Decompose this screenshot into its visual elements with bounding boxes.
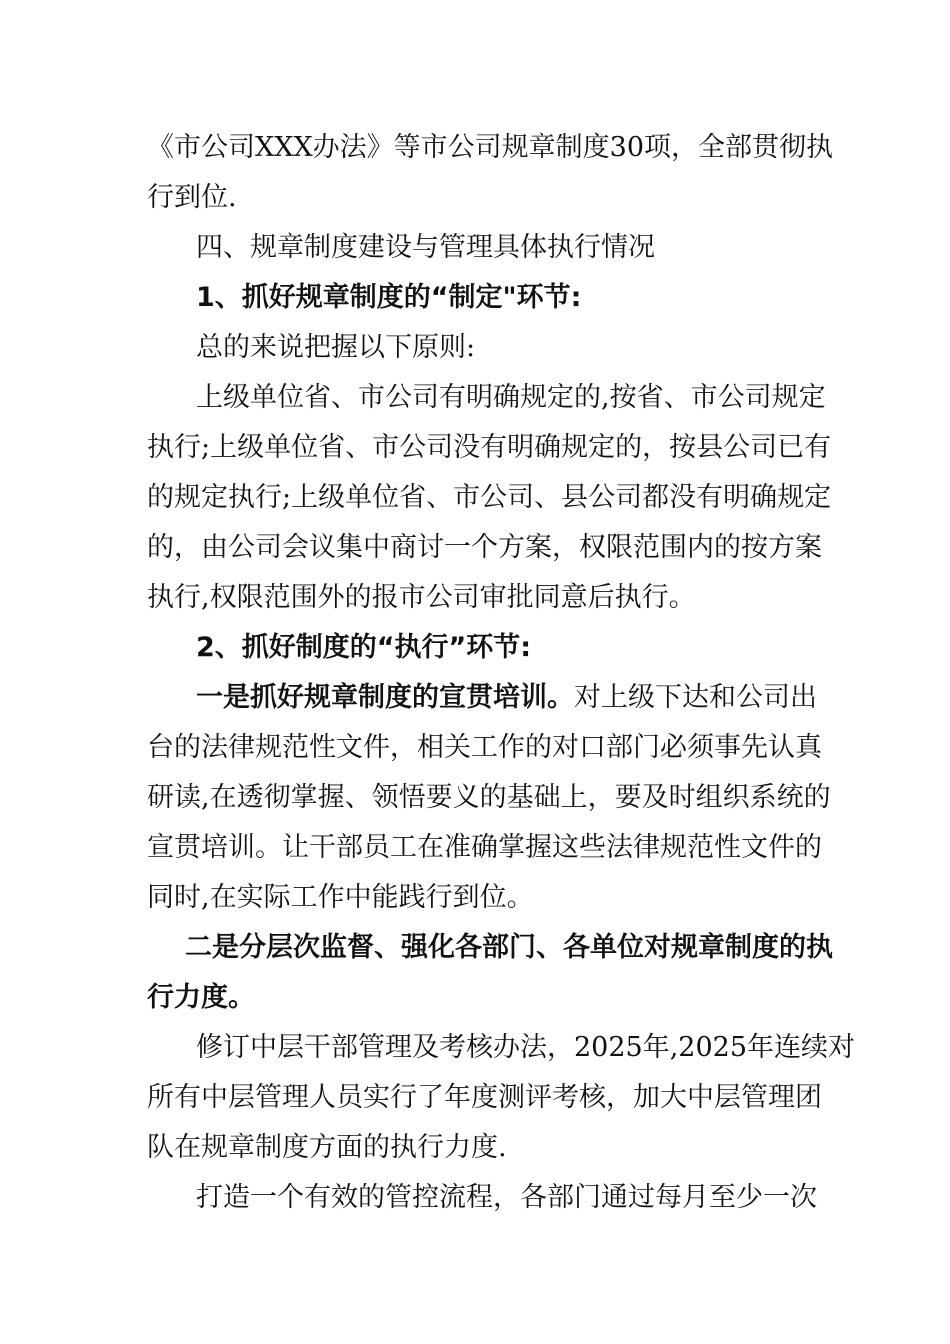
paragraph-line xyxy=(147,828,822,868)
bold-paragraph-text: 行力度。 xyxy=(147,982,255,1013)
subheading-1 xyxy=(196,278,803,318)
paragraph-line xyxy=(147,878,803,918)
paragraph-line xyxy=(147,778,831,818)
bold-paragraph-line xyxy=(147,978,803,1018)
paragraph-text: 上级单位省、市公司有明确规定的,按省、市公司规定 xyxy=(196,382,826,413)
paragraph-text: 台的法律规范性文件，相关工作的对口部门必须事先认真 xyxy=(147,732,822,763)
paragraph-lead-bold: 一是抓好规章制度的宣贯培训。 xyxy=(196,682,574,713)
paragraph-text: 宣贯培训。让干部员工在准确掌握这些法律规范性文件的 xyxy=(147,832,822,863)
subheading-2 xyxy=(196,628,803,668)
paragraph-line xyxy=(196,378,826,418)
paragraph-text: 队在规章制度方面的执行力度. xyxy=(147,1132,507,1163)
bold-paragraph-text: 二是分层次监督、强化各部门、各单位对规章制度的执 xyxy=(185,932,833,963)
paragraph-line xyxy=(147,528,822,568)
paragraph-line xyxy=(147,1128,803,1168)
subheading-1-text: 1、抓好规章制度的“制定"环节: xyxy=(196,282,582,313)
paragraph-line xyxy=(147,428,832,468)
bold-paragraph-line xyxy=(185,928,833,968)
paragraph-text: 《市公司XXX办法》等市公司规章制度30项，全部贯彻执 xyxy=(147,132,834,163)
paragraph-text: 所有中层管理人员实行了年度测评考核，加大中层管理团 xyxy=(147,1082,822,1113)
paragraph-text: 的，由公司会议集中商讨一个方案，权限范围内的按方案 xyxy=(147,532,822,563)
paragraph-line xyxy=(147,728,822,768)
paragraph-text: 执行,权限范围外的报市公司审批同意后执行。 xyxy=(147,582,696,613)
paragraph-text: 执行;上级单位省、市公司没有明确规定的，按县公司已有 xyxy=(147,432,832,463)
paragraph-text: 研读,在透彻掌握、领悟要义的基础上，要及时组织系统的 xyxy=(147,782,831,813)
paragraph-line xyxy=(147,478,832,518)
paragraph-line xyxy=(147,178,803,218)
paragraph-line xyxy=(147,1078,822,1118)
paragraph-text: 修订中层干部管理及考核办法，2025年,2025年连续对 xyxy=(196,1032,856,1063)
paragraph-text: 总的来说把握以下原则: xyxy=(196,332,476,363)
paragraph-line xyxy=(147,128,834,168)
paragraph-line xyxy=(147,578,803,618)
subheading-2-text: 2、抓好制度的“执行”环节: xyxy=(196,632,532,663)
paragraph-text: 对上级下达和公司出 xyxy=(574,682,817,713)
paragraph-text: 行到位. xyxy=(147,182,237,213)
section-heading xyxy=(196,228,803,268)
paragraph-line xyxy=(196,1178,817,1218)
paragraph-text: 的规定执行;上级单位省、市公司、县公司都没有明确规定 xyxy=(147,482,832,513)
paragraph-line xyxy=(196,678,817,718)
section-heading-text: 四、规章制度建设与管理具体执行情况 xyxy=(196,232,655,263)
paragraph-text: 打造一个有效的管控流程，各部门通过每月至少一次 xyxy=(196,1182,817,1213)
paragraph-line xyxy=(196,1028,856,1068)
paragraph-line xyxy=(196,328,803,368)
paragraph-text: 同时,在实际工作中能践行到位。 xyxy=(147,882,534,913)
